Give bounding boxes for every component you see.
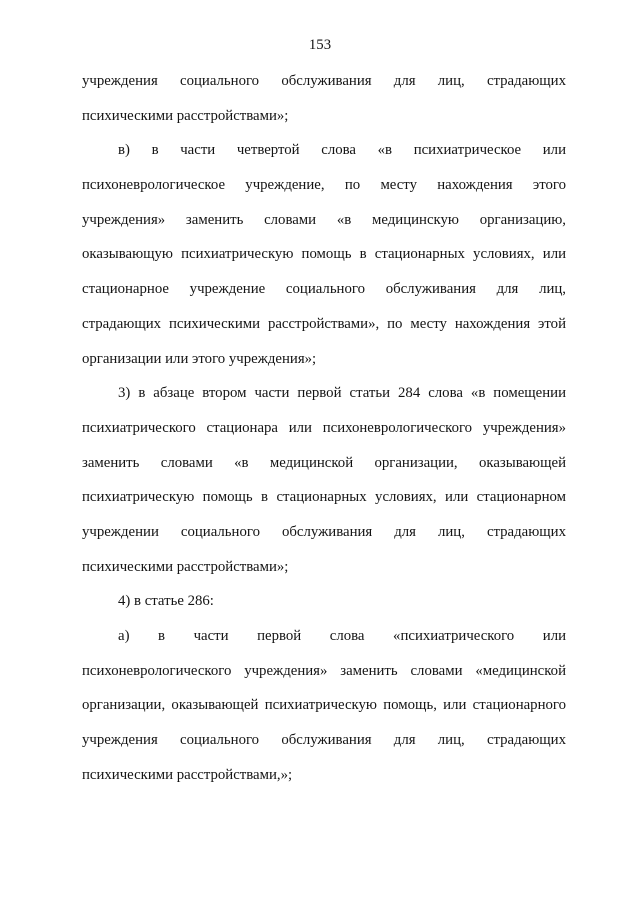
text-line: учреждения социального обслуживания для лиц, страдающих [82, 732, 566, 749]
text-line: психоневрологического учреждения» заменить словами «медицинской [82, 662, 566, 679]
paragraph-item-a [82, 619, 566, 792]
text-line: психиатрическую помощь в стационарных условиях, или стационарном [82, 489, 566, 506]
text-line: в) в части четвертой слова «в психиатрическое или [118, 142, 566, 159]
paragraph-item-v [82, 133, 566, 376]
paragraph-item-4 [82, 584, 566, 619]
text-line: психиатрического стационара или психоневрологического учреждения» [82, 419, 566, 436]
text-line: учреждения социального обслуживания для лиц, страдающих [82, 73, 566, 89]
text-line: 4) в статье 286: [118, 593, 214, 610]
text-line: учреждении социального обслуживания для лиц, страдающих [82, 523, 566, 540]
text-line: а) в части первой слова «психиатрического или [118, 628, 566, 644]
text-line: организации или этого учреждения»; [82, 350, 317, 367]
text-line: психическими расстройствами»; [82, 558, 289, 575]
page-number: 153 [308, 37, 332, 53]
text-line: организации, оказывающей психиатрическую помощь, или стационарного [82, 697, 566, 714]
text-line: учреждения» заменить словами «в медицинскую организацию, [82, 211, 566, 228]
text-line: психическими расстройствами,»; [82, 766, 293, 783]
document-body [82, 64, 566, 792]
text-line: страдающих психическими расстройствами», по месту нахождения этой [82, 315, 566, 332]
text-line: стационарное учреждение социального обслуживания для лиц, [82, 281, 566, 298]
text-line: заменить словами «в медицинской организации, оказывающей [82, 454, 566, 471]
paragraph-item-3 [82, 376, 566, 584]
text-line: психическими расстройствами»; [82, 107, 289, 124]
text-line: психоневрологическое учреждение, по месту нахождения этого [82, 177, 566, 194]
paragraph-continuation [82, 64, 566, 133]
text-line: 3) в абзаце втором части первой статьи 284 слова «в помещении [118, 385, 566, 402]
text-line: оказывающую психиатрическую помощь в стационарных условиях, или [82, 246, 566, 263]
